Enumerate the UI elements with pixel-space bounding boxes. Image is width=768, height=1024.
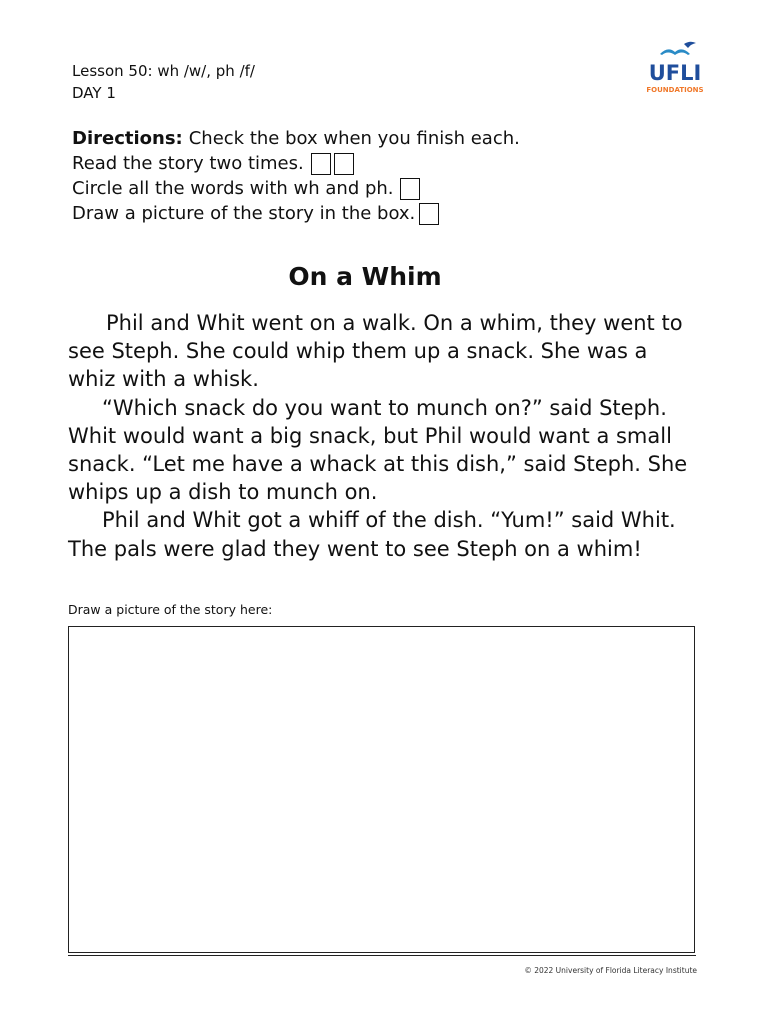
circle-words-checkbox[interactable] bbox=[400, 178, 420, 200]
story-title: On a Whim bbox=[288, 262, 442, 291]
drawing-label: Draw a picture of the story here: bbox=[68, 602, 273, 617]
direction-item-draw bbox=[72, 201, 520, 226]
directions bbox=[72, 126, 520, 226]
drawing-box[interactable] bbox=[68, 626, 695, 953]
story-text bbox=[68, 309, 698, 563]
draw-picture-checkbox[interactable] bbox=[419, 203, 439, 225]
directions-intro-text: Check the box when you finish each. bbox=[188, 128, 520, 149]
direction-item-circle bbox=[72, 176, 520, 201]
story-paragraph: Phil and Whit got a whiff of the dish. “Yum!” said Whit. The pals were glad they went to see Steph on a whim! bbox=[68, 508, 676, 561]
read-second-checkbox[interactable] bbox=[334, 153, 354, 175]
story-paragraph: “Which snack do you want to munch on?” said Steph. Whit would want a big snack, but Phil would want a small snack. “Let me have a whack at this dish,” said Steph. She whips up a dish to munch on. bbox=[68, 395, 688, 505]
logo-subtext: FOUNDATIONS bbox=[646, 86, 704, 94]
lesson-title: Lesson 50: wh /w/, ph /f/ bbox=[72, 62, 255, 80]
footer-divider bbox=[68, 955, 696, 956]
lesson-header bbox=[72, 60, 255, 104]
copyright-notice: © 2022 University of Florida Literacy Institute bbox=[524, 966, 697, 975]
book-bird-icon bbox=[660, 49, 690, 55]
direction-item-label: Draw a picture of the story in the box. bbox=[72, 203, 416, 224]
direction-item-read bbox=[72, 151, 520, 176]
directions-label: Directions: bbox=[72, 128, 183, 149]
direction-item-label: Circle all the words with wh and ph. bbox=[72, 178, 394, 199]
direction-item-label: Read the story two times. bbox=[72, 153, 304, 174]
lesson-day: DAY 1 bbox=[72, 84, 116, 102]
ufli-logo-graphic bbox=[640, 40, 710, 98]
directions-intro bbox=[72, 126, 520, 151]
logo-text: UFLI bbox=[648, 61, 702, 85]
ufli-logo bbox=[640, 40, 710, 98]
story-paragraph: Phil and Whit went on a walk. On a whim, they went to see Steph. She could whip them up a snack. She was a whiz with a whisk. bbox=[68, 311, 683, 392]
read-first-checkbox[interactable] bbox=[311, 153, 331, 175]
